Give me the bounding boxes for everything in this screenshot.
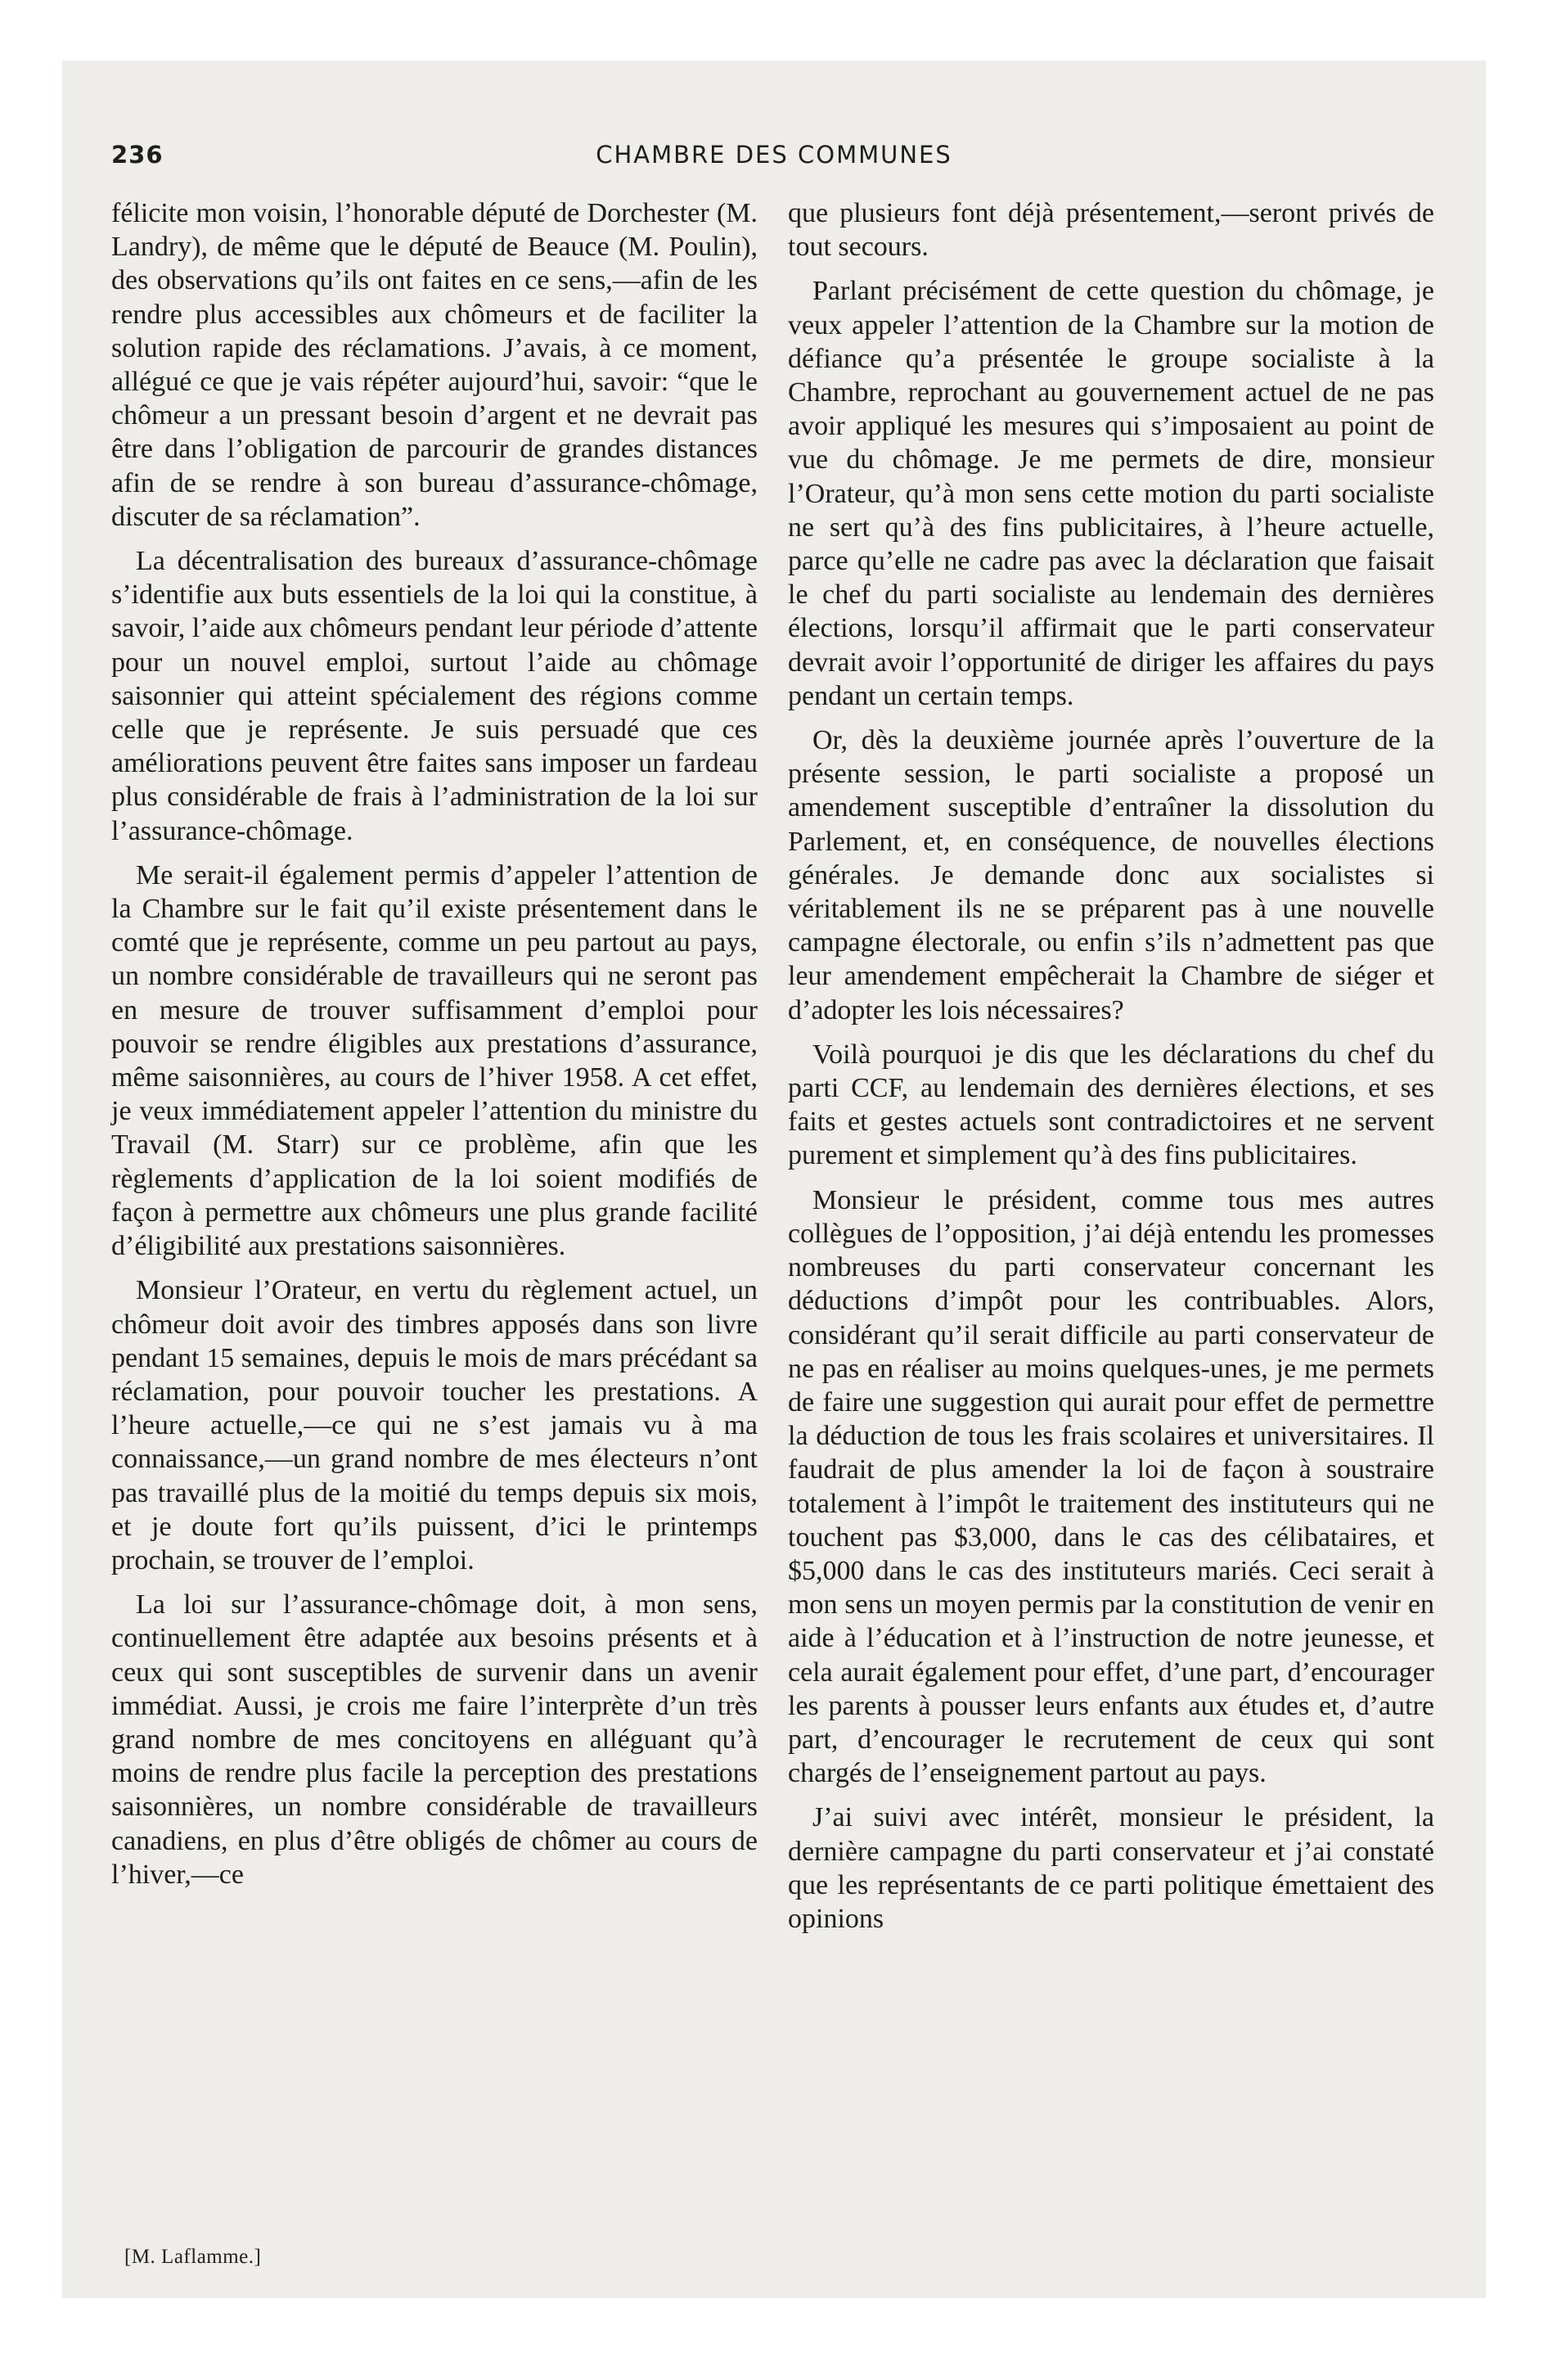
paragraph: La décentralisation des bureaux d’assurance-chômage s’identifie aux buts essentiels de la loi qui la constitue, à savoir, l’aide aux chômeurs pendant leur période d’attente pour un nouvel emploi, surtout l’aide au chômage saisonnier qui atteint spécialement des régions comme celle que je représente. Je suis persuadé que ces améliorations peuvent être faites sans imposer un fardeau plus considérable de frais à l’administration de la loi sur l’assurance-chômage. [111,546,758,846]
paragraph: que plusieurs font déjà présentement,—seront privés de tout secours. [788,198,1434,263]
paragraph: Monsieur l’Orateur, en vertu du règlement actuel, un chômeur doit avoir des timbres apposés dans son livre pendant 15 semaines, depuis le mois de mars précédant sa réclamation, pour pouvoir toucher les prestations. A l’heure actuelle,—ce qui ne s’est jamais vu à ma connaissance,—un grand nombre de mes électeurs n’ont pas travaillé plus de la moitié du temps depuis six mois, et je doute fort qu’ils puissent, d’ici le printemps prochain, se trouver de l’emploi. [111,1275,758,1575]
speaker-tag: [M. Laflamme.] [124,2246,262,2268]
left-column [111,196,758,1902]
paragraph: Monsieur le président, comme tous mes autres collègues de l’opposition, j’ai déjà entendu les promesses nombreuses du parti conservateur concernant les déductions d’impôt pour les contribuables. Alors, considérant qu’il serait difficile au parti conservateur de ne pas en réaliser au moins quelques-unes, je me permets de faire une suggestion qui aurait pour effet de permettre la déduction de tous les frais scolaires et universitaires. Il faudrait de plus amender la loi de façon à soustraire totalement à l’impôt le traitement des instituteurs qui ne touchent pas $3,000, dans le cas des célibataires, et $5,000 dans le cas des instituteurs mariés. Ceci serait à mon sens un moyen permis par la constitution de venir en aide à l’éducation et à l’instruction de notre jeunesse, et cela aurait également pour effet, d’une part, d’encourager les parents à pousser leurs enfants aux études et, d’autre part, d’encourager le recrutement de ceux qui sont chargés de l’enseignement partout au pays. [788,1184,1434,1789]
right-column [788,196,1434,1946]
paragraph: Parlant précisément de cette question du chômage, je veux appeler l’attention de la Chambre sur la motion de défiance qu’a présentée le groupe socialiste à la Chambre, reprochant au gouvernement actuel de ne pas avoir appliqué les mesures qui s’imposaient au point de vue du chômage. Je me permets de dire, monsieur l’Orateur, qu’à mon sens cette motion du parti socialiste ne sert qu’à des fins publicitaires, à l’heure actuelle, parce qu’elle ne cadre pas avec la déclaration que faisait le chef du parti socialiste au lendemain des dernières élections, lorsqu’il affirmait que le parti conservateur devrait avoir l’opportunité de diriger les affaires du pays pendant un certain temps. [788,276,1434,711]
paragraph: Or, dès la deuxième journée après l’ouverture de la présente session, le parti socialiste a proposé un amendement susceptible d’entraîner la dissolution du Parlement, et, en conséquence, de nouvelles élections générales. Je demande donc aux socialistes si véritablement ils ne se préparent pas à une nouvelle campagne électorale, ou enfin s’ils n’admettent pas que leur amendement empêcherait la Chambre de siéger et d’adopter les lois nécessaires? [788,725,1434,1025]
page-title: CHAMBRE DES COMMUNES [596,141,952,169]
paragraph: félicite mon voisin, l’honorable député de Dorchester (M. Landry), de même que le député de Beauce (M. Poulin), des observations qu’ils ont faites en ce sens,—afin de les rendre plus accessibles aux chômeurs et de faciliter la solution rapide des réclamations. J’avais, à ce moment, allégué ce que je vais répéter aujourd’hui, savoir: “que le chômeur a un pressant besoin d’argent et ne devrait pas être dans l’obligation de parcourir de grandes distances afin de se rendre à son bureau d’assurance-chômage, discuter de sa réclamation”. [111,198,758,532]
running-head [111,141,1437,182]
page-number: 236 [111,141,164,169]
paragraph: Me serait-il également permis d’appeler l’attention de la Chambre sur le fait qu’il existe présentement dans le comté que je représente, comme un peu partout au pays, un nombre considérable de travailleurs qui ne seront pas en mesure de trouver suffisamment d’emploi pour pouvoir se rendre éligibles aux prestations d’assurance, même saisonnières, au cours de l’hiver 1958. A cet effet, je veux immédiatement appeler l’attention du ministre du Travail (M. Starr) sur ce problème, afin que les règlements d’application de la loi soient modifiés de façon à permettre aux chômeurs une plus grande facilité d’éligibilité aux prestations saisonnières. [111,859,758,1262]
paragraph: J’ai suivi avec intérêt, monsieur le président, la dernière campagne du parti conservateur et j’ai constaté que les représentants de ce parti politique émettaient des opinions [788,1802,1434,1934]
paragraph: La loi sur l’assurance-chômage doit, à mon sens, continuellement être adaptée aux besoins présents et à ceux qui sont susceptibles de survenir dans un avenir immédiat. Aussi, je crois me faire l’interprète d’un très grand nombre de mes concitoyens en alléguant qu’à moins de rendre plus facile la perception des prestations saisonnières, un nombre considérable de travailleurs canadiens, en plus d’être obligés de chômer au cours de l’hiver,—ce [111,1589,758,1890]
paragraph: Voilà pourquoi je dis que les déclarations du chef du parti CCF, au lendemain des dernières élections, et ses faits et gestes actuels sont contradictoires et ne servent purement et simplement qu’à des fins publicitaires. [788,1039,1434,1171]
